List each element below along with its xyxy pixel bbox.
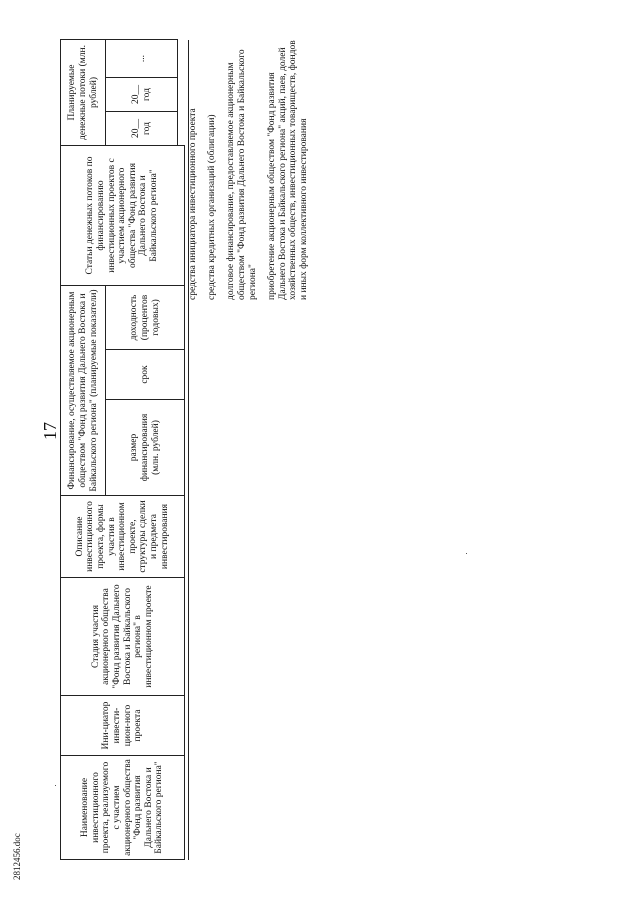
header-ellipsis: ... — [106, 40, 178, 78]
list-item: долговое финансирование, предоставляемое акционерным обществом "Фонд развития Дальнего Востока и Байкальского региона" — [225, 49, 258, 300]
file-tag — [12, 833, 22, 880]
header-year-2: 20__ год — [106, 78, 178, 112]
header-project-name: Наименование инвестиционного проекта, реализуемого с участием акционерного общества "Фонд развития Дальнего Востока и Байкальского региона" — [61, 756, 185, 860]
scan-dot — [466, 553, 467, 554]
header-financing-term: срок — [106, 350, 185, 400]
header-stage: Стадия участия акционерного общества "Фонд развития Дальнего Востока и Байкальского региона" в инвестиционном проекте — [61, 578, 185, 696]
header-description: Описание инвестиционного проекта, формы участия в инвестиционном проекте, структуры сделки и предмета инвестирования — [61, 496, 185, 578]
header-initiator: Ини-циатор инвести-цион-ного проекта — [61, 696, 185, 756]
list-item: средства кредитных организаций (облигации) — [206, 114, 217, 300]
list-item: приобретение акционерным обществом "Фонд развития Дальнего Востока и Байкальского региона" акций, паев, долей хозяйственных обществ, инвестиционных товариществ, фондов и иных форм коллективного инвестирования — [266, 40, 310, 300]
header-table — [60, 39, 185, 860]
list-item: средства инициатора инвестиционного проекта — [188, 108, 198, 300]
table-header — [60, 40, 185, 860]
table-body — [188, 40, 448, 860]
scan-dot — [55, 785, 56, 786]
page-number — [40, 422, 61, 440]
header-cashflow-items: Статьи денежных потоков по финансированию инвестиционных проектов с участием акционерного общества "Фонд развития Дальнего Востока и Байкальского региона" — [61, 146, 185, 286]
header-planned-cashflows: Планируемые денежные потоки (млн. рублей) — [61, 40, 106, 146]
header-financing: Финансирование, осуществляемое акционерным обществом "Фонд развития Дальнего Востока и Байкальского региона" (планируемые показатели) — [61, 286, 106, 496]
header-financing-yield: доходность (процентов годовых) — [106, 286, 185, 350]
header-year-1: 20__ год — [106, 112, 178, 146]
file-tag-text: 2812456.doc — [12, 833, 22, 880]
header-financing-amount: размер финансирования (млн. рублей) — [106, 400, 185, 496]
page-number-text: 17 — [40, 422, 60, 440]
cashflow-items-column — [188, 40, 318, 300]
